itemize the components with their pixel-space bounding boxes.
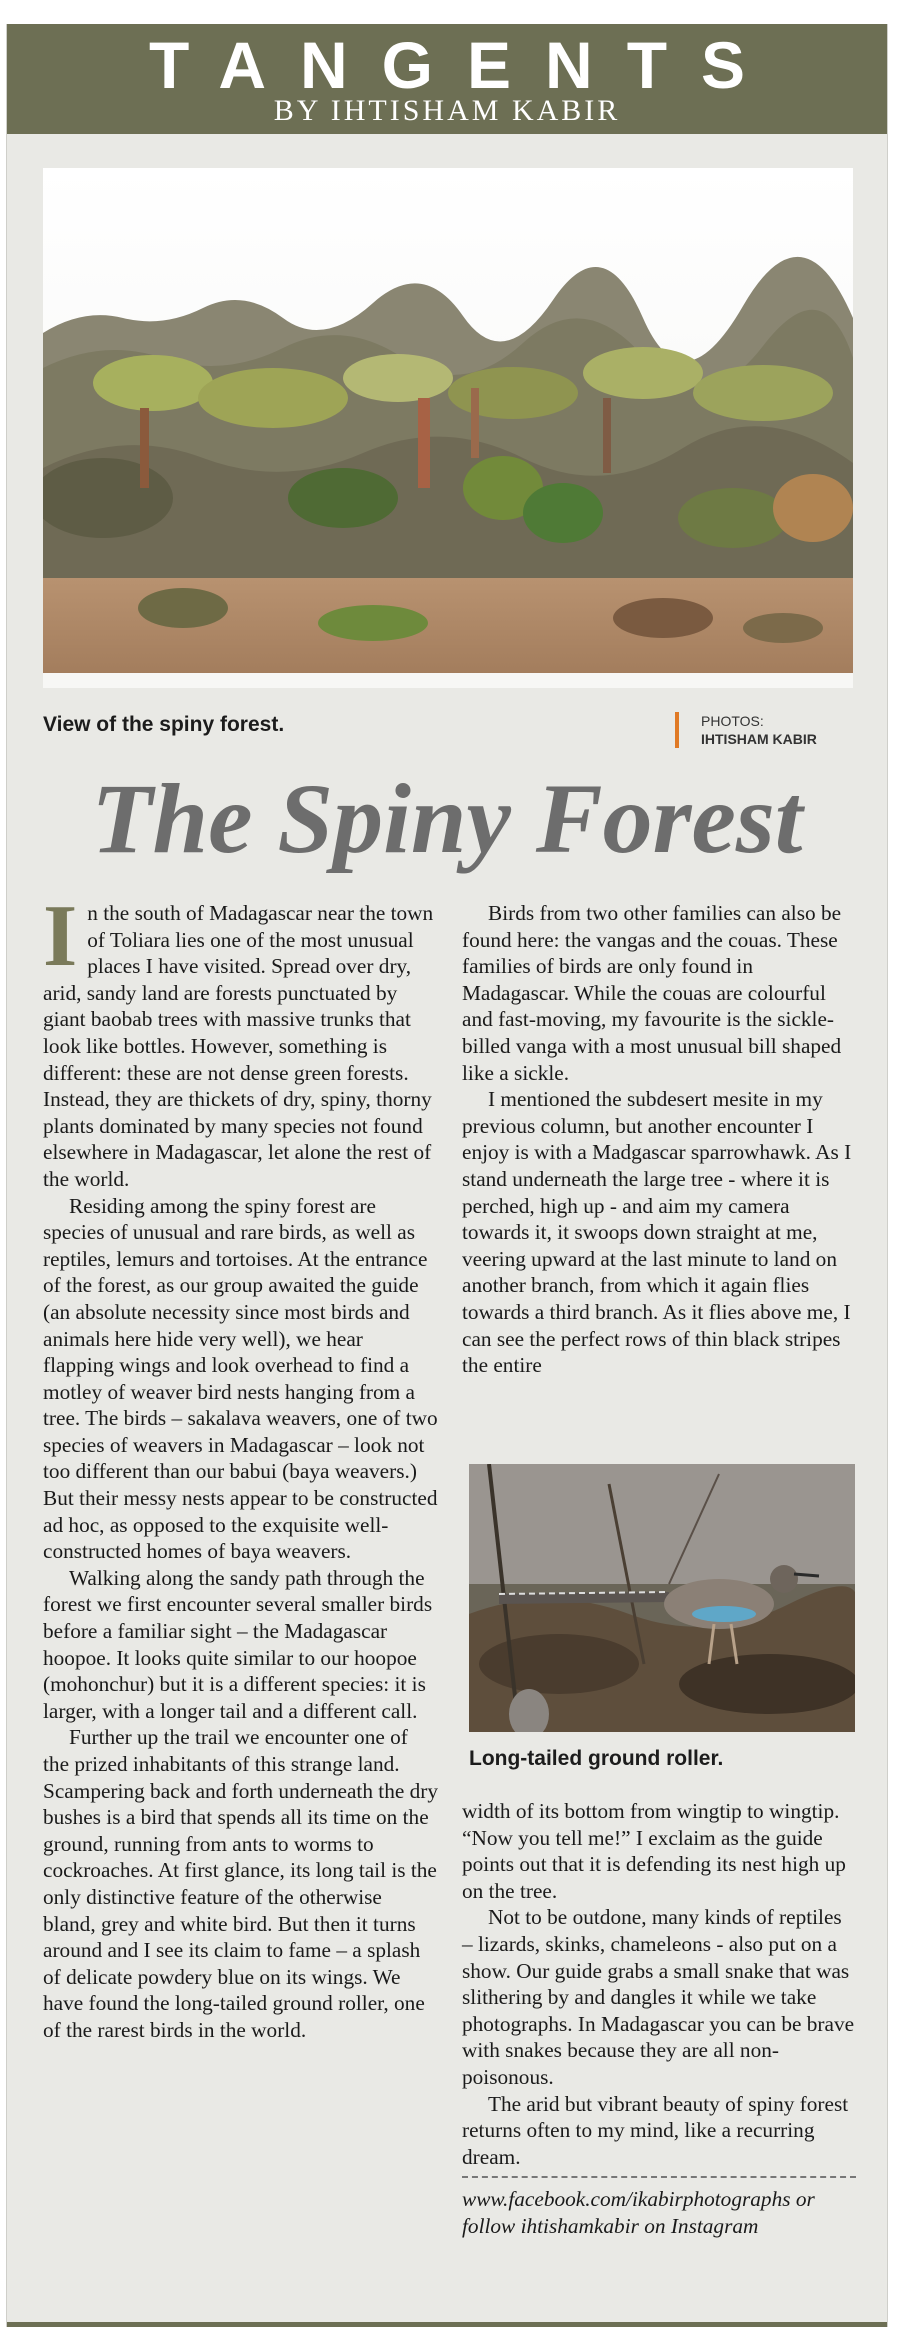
main-photo-caption: View of the spiny forest.: [43, 713, 285, 736]
article-column-1: [43, 888, 439, 2044]
bottom-band: [7, 2322, 887, 2327]
paragraph-8: Not to be outdone, many kinds of reptiles – lizards, skinks, chameleons - also put on a show. Our guide grabs a small snake that was slithering by and dangles it while we take photographs. In Madagascar you can be brave with snakes because they are all non-poisonous.: [462, 1905, 855, 2089]
masthead: [7, 24, 887, 134]
paragraph-4: Further up the trail we encounter one of the prized inhabitants of this strange land. Scampering back and forth underneath the dry bushes is a bird that spends all its time on the ground, running from ants to worms to cockroaches. At first glance, its long tail is the only distinctive feature of the otherwise bland, grey and white bird. But then it turns around and I see its claim to fame – a splash of delicate powdery blue on its wings. We have found the long-tailed ground roller, one of the rarest birds in the world.: [43, 1725, 439, 2042]
ground-roller-illustration: [469, 1464, 855, 1732]
headline: The Spiny Forest: [91, 763, 803, 874]
credit-label: PHOTOS:: [701, 713, 764, 729]
drop-cap: I: [43, 888, 78, 985]
paragraph-5: Birds from two other families can also be found here: the vangas and the couas. These families of birds are only found in Madagascar. While the couas are colourful and fast-moving, my favourite is the sickle-billed vanga with a most unusual bill shaped like a sickle.: [462, 901, 842, 1085]
paragraph-9: The arid but vibrant beauty of spiny forest returns often to my mind, like a recurring dream.: [462, 2091, 849, 2169]
article-column-2-top: [462, 900, 856, 1379]
page: [6, 24, 888, 2327]
bird-photo-caption: Long-tailed ground roller.: [469, 1747, 724, 1770]
byline: BY IHTISHAM KABIR: [273, 94, 621, 127]
divider: [462, 2176, 856, 2178]
paragraph-3: Walking along the sandy path through the forest we first encounter several smaller birds before a familiar sight – the Madagascar hoopoe. It looks quite similar to our hoopoe (mohonchur) but it is a different species: it is larger, with a longer tail and a different call.: [43, 1565, 433, 1723]
paragraph-1: In the south of Madagascar near the town of Toliara lies one of the most unusual places I have visited. Spread over dry, arid, sandy land are forests punctuated by giant baobab trees with massive trunks that look like bottles. However, something is different: these are not dense green forests. Instead, they are thickets of dry, spiny, thorny plants dominated by many species not found elsewhere in Madagascar, let alone the rest of the world.: [43, 888, 434, 1191]
credit-name: IHTISHAM KABIR: [701, 731, 817, 747]
photo-credit: [675, 712, 901, 748]
column-title: TANGENTS: [148, 28, 780, 102]
spiny-forest-photo: [43, 168, 853, 688]
spiny-forest-illustration: [43, 168, 853, 688]
paragraph-6: I mentioned the subdesert mesite in my previous column, but another encounter I enjoy is with a Madgascar sparrowhawk. As I stand underneath the large tree - where it is perched, high up - and aim my camera towards it, it swoops down straight at me, veering upward at the last minute to land on another branch, from which it again flies towards a third branch. As it flies above me, I can see the perfect rows of thin black stripes the entire: [462, 1087, 852, 1378]
ground-roller-photo: [469, 1464, 855, 1732]
article-column-2-bottom: [462, 1798, 856, 2240]
author-signature: www.facebook.com/ikabirphotographs or follow ihtishamkabir on Instagram: [462, 2187, 815, 2238]
paragraph-7: width of its bottom from wingtip to wingtip. “Now you tell me!” I exclaim as the guide points out that it is defending its nest high up on the tree.: [462, 1799, 846, 1903]
paragraph-2: Residing among the spiny forest are species of unusual and rare birds, as well as reptiles, lemurs and tortoises. At the entrance of the forest, as our group awaited the guide (an absolute necessity since most birds and animals here hide very well), we hear flapping wings and look overhead to find a motley of weaver bird nests hanging from a tree. The birds – sakalava weavers, one of two species of weavers in Madagascar – look not too different than our babui (baya weavers.) But their messy nests appear to be constructed ad hoc, as opposed to the exquisite well-constructed homes of baya weavers.: [43, 1193, 438, 1564]
